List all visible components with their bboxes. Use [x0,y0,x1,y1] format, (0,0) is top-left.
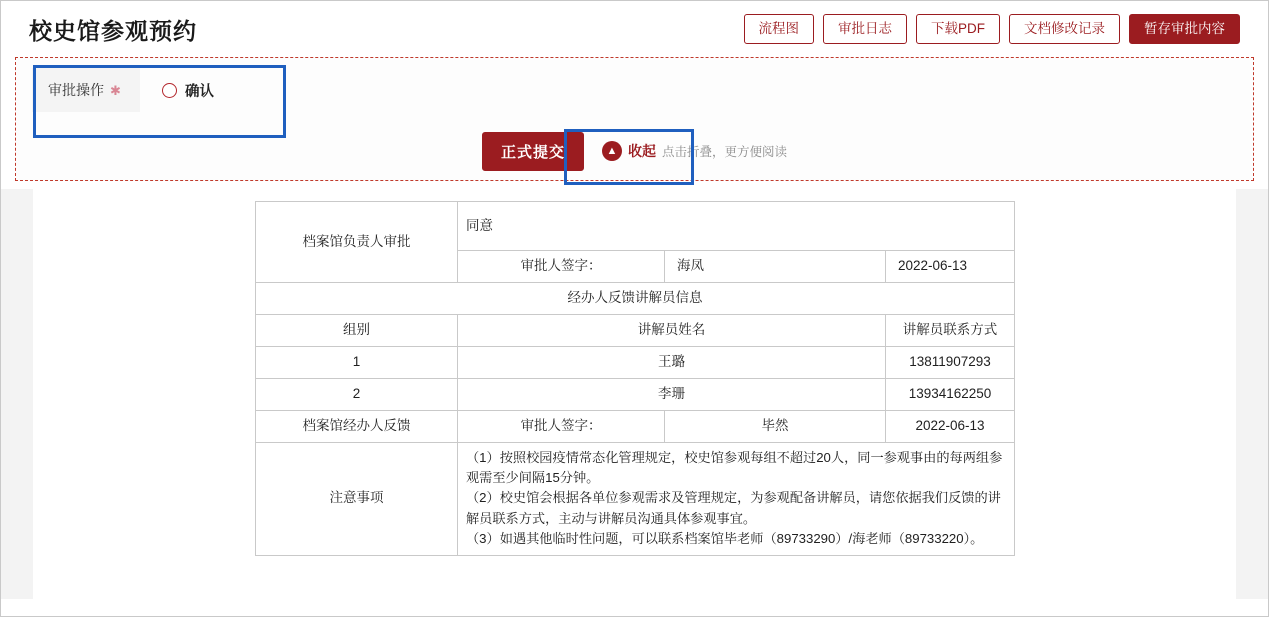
guide-section-title: 经办人反馈讲解员信息 [256,282,1015,314]
guide-header-phone: 讲解员联系方式 [886,314,1015,346]
handler-signature: 毕然 [665,410,886,442]
approval-operation-label-text: 审批操作 [48,82,104,98]
table-row [256,442,1015,555]
table-row [256,378,1015,410]
collapse-toggle[interactable] [602,141,787,161]
document-paper [33,189,1236,599]
collapse-hint: 点击折叠，更方便阅读 [662,145,788,159]
approval-operation-field [32,68,214,112]
flowchart-button[interactable]: 流程图 [744,14,815,45]
archive-head-signature: 海凤 [665,251,886,283]
approval-radio-label[interactable]: 确认 [185,83,214,100]
table-row [256,314,1015,346]
table-row [256,202,1015,251]
required-asterisk-icon: ✱ [110,83,121,98]
approval-radio-group[interactable] [140,80,214,101]
note-item-1: （1）按照校园疫情常态化管理规定，校史馆参观每组不超过20人，同一参观事由的每两组参观需至少间隔15分钟。 [466,449,1003,485]
note-item-3: （3）如遇其他临时性问题，可以联系档案馆毕老师（89733290）/海老师（89733220）。 [466,531,984,547]
approval-operation-label [32,68,140,112]
archive-head-signature-label: 审批人签字： [458,251,665,283]
table-row [256,282,1015,314]
guide-name-1: 王璐 [458,346,886,378]
save-draft-button[interactable]: 暂存审批内容 [1129,14,1240,45]
note-item-2: （2）校史馆会根据各单位参观需求及管理规定，为参观配备讲解员，请您依据我们反馈的讲解员联系方式，主动与讲解员沟通具体参观事宜。 [466,490,1001,526]
guide-header-name: 讲解员姓名 [458,314,886,346]
approval-panel [15,57,1254,181]
guide-group-1: 1 [256,346,458,378]
formal-submit-button[interactable]: 正式提交 [482,132,584,171]
guide-name-2: 李珊 [458,378,886,410]
handler-label: 档案馆经办人反馈 [256,410,458,442]
approval-document-table [255,201,1015,556]
table-row [256,410,1015,442]
page-title: 校史馆参观预约 [29,17,197,44]
archive-head-opinion: 同意 [458,202,1015,251]
radio-unchecked-icon[interactable] [162,83,177,98]
document-preview-area [1,189,1268,599]
archive-head-label: 档案馆负责人审批 [256,202,458,283]
guide-phone-2: 13934162250 [886,378,1015,410]
collapse-label[interactable]: 收起 [628,143,656,159]
approval-operation-row [16,58,1253,122]
guide-header-group: 组别 [256,314,458,346]
handler-date: 2022-06-13 [886,410,1015,442]
header-actions [744,14,1241,45]
approval-log-button[interactable]: 审批日志 [823,14,907,45]
download-pdf-button[interactable]: 下载PDF [916,14,1000,45]
table-row [256,346,1015,378]
chevron-up-icon[interactable]: ▲ [602,141,622,161]
guide-group-2: 2 [256,378,458,410]
page-header [1,1,1268,53]
notes-content [458,442,1015,555]
document-history-button[interactable]: 文档修改记录 [1009,14,1120,45]
submit-row [16,122,1253,180]
guide-phone-1: 13811907293 [886,346,1015,378]
handler-signature-label: 审批人签字： [458,410,665,442]
archive-head-date: 2022-06-13 [886,251,1015,283]
notes-label: 注意事项 [256,442,458,555]
